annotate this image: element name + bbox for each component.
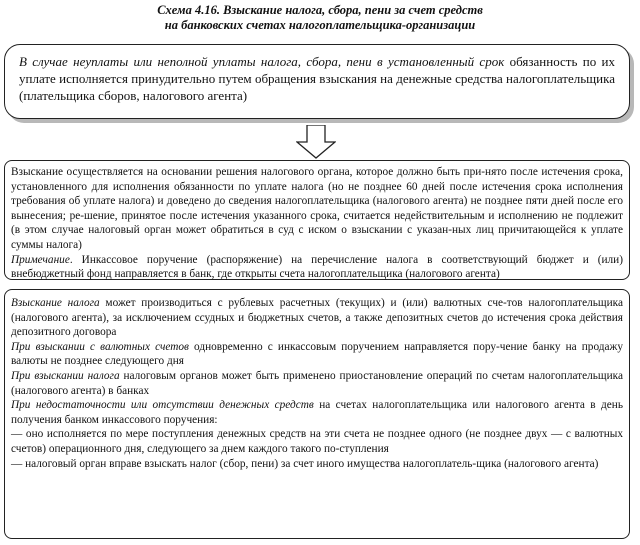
note-paragraph [11,253,623,282]
obligation-italic: В случае неуплаты или неполной уплаты налога, сбора, пени в установленный срок [19,54,505,69]
title-line-1: Схема 4.16. Взыскание налога, сбора, пени за счет средств [157,3,483,17]
currency-text: одновременно с инкассовым поручением направляется пору-чение банку на продажу валюты не позднее следующего дня [11,340,623,368]
obligation-text [19,53,615,104]
note-text: . Инкассовое поручение (распоряжение) на перечисление налога в соответствующий бюджет и (или) внебюджетный фонд направляется в банк, где открыты счета налогоплательщика (налогового агента) [11,253,623,281]
down-arrow-icon [296,125,336,159]
insufficiency-paragraph [11,398,623,427]
currency-italic: При взыскании с валютных счетов [11,340,189,353]
obligation-box [4,44,630,119]
title-line-2: на банковских счетах налогоплательщика-организации [164,18,476,32]
currency-paragraph [11,340,623,369]
accounts-italic: Взыскание налога [11,297,100,309]
insufficiency-italic: При недостаточности или отсутствии денежных средств [11,399,314,412]
diagram-title [0,3,640,33]
suspension-italic: При взыскании налога [11,369,120,382]
recovery-accounts-box [4,289,630,539]
recovery-decision-box [4,160,630,280]
suspension-paragraph [11,369,623,398]
accounts-paragraph [11,296,623,340]
suspension-text: налоговым органов может быть применено приостановление операций по счетам налогоплательщика (налогового агента) в банках [11,369,624,397]
obligation-rest: обязанность по их уплате исполняется принудительно путем обращения взыскания на денежные средства налогоплательщика (плательщика сборов, налогового агента) [19,54,615,103]
recovery-decision-text: Взыскание осуществляется на основании решения налогового органа, которое должно быть при-нято после истечения срока, установленного для исполнения обязанности по уплате налога (но не позднее 60 дней после истечения срока исполнения требования об уплате налога) и доведено до сведения налогоплательщика (налогового агента) не позднее пяти дней после его вынесения; ре-шение, принятое после истечения указанного срока, считается недействительным и исполнению не подлежит (в этом случае налоговый орган может обратиться в суд с иском о взыскании с указан-ных лиц причитающейся к уплате суммы налога) [11,166,623,251]
insufficiency-text: на счетах налогоплательщика или налогового агента в день получения банком инкассового поручения: [11,399,624,426]
other-property-paragraph: — налоговый орган вправе взыскать налог (сбор, пени) за счет иного имущества налогоплатель-щика (налогового агента) [11,457,599,470]
note-label: Примечание [11,253,70,266]
accounts-text: может производиться с рублевых расчетных (текущих) и (или) валютных сче-тов налогоплательщика (налогового агента), за исключением ссудных и бюджетных счетов, а также депозитных счетов до истечения срока действия депозитного договора [11,297,623,339]
execution-paragraph: — оно исполняется по мере поступления денежных средств на эти счета не позднее одного (не позднее двух — с валютных счетов) операционного дня, следующего за днем каждого такого по-ступления [11,428,623,455]
